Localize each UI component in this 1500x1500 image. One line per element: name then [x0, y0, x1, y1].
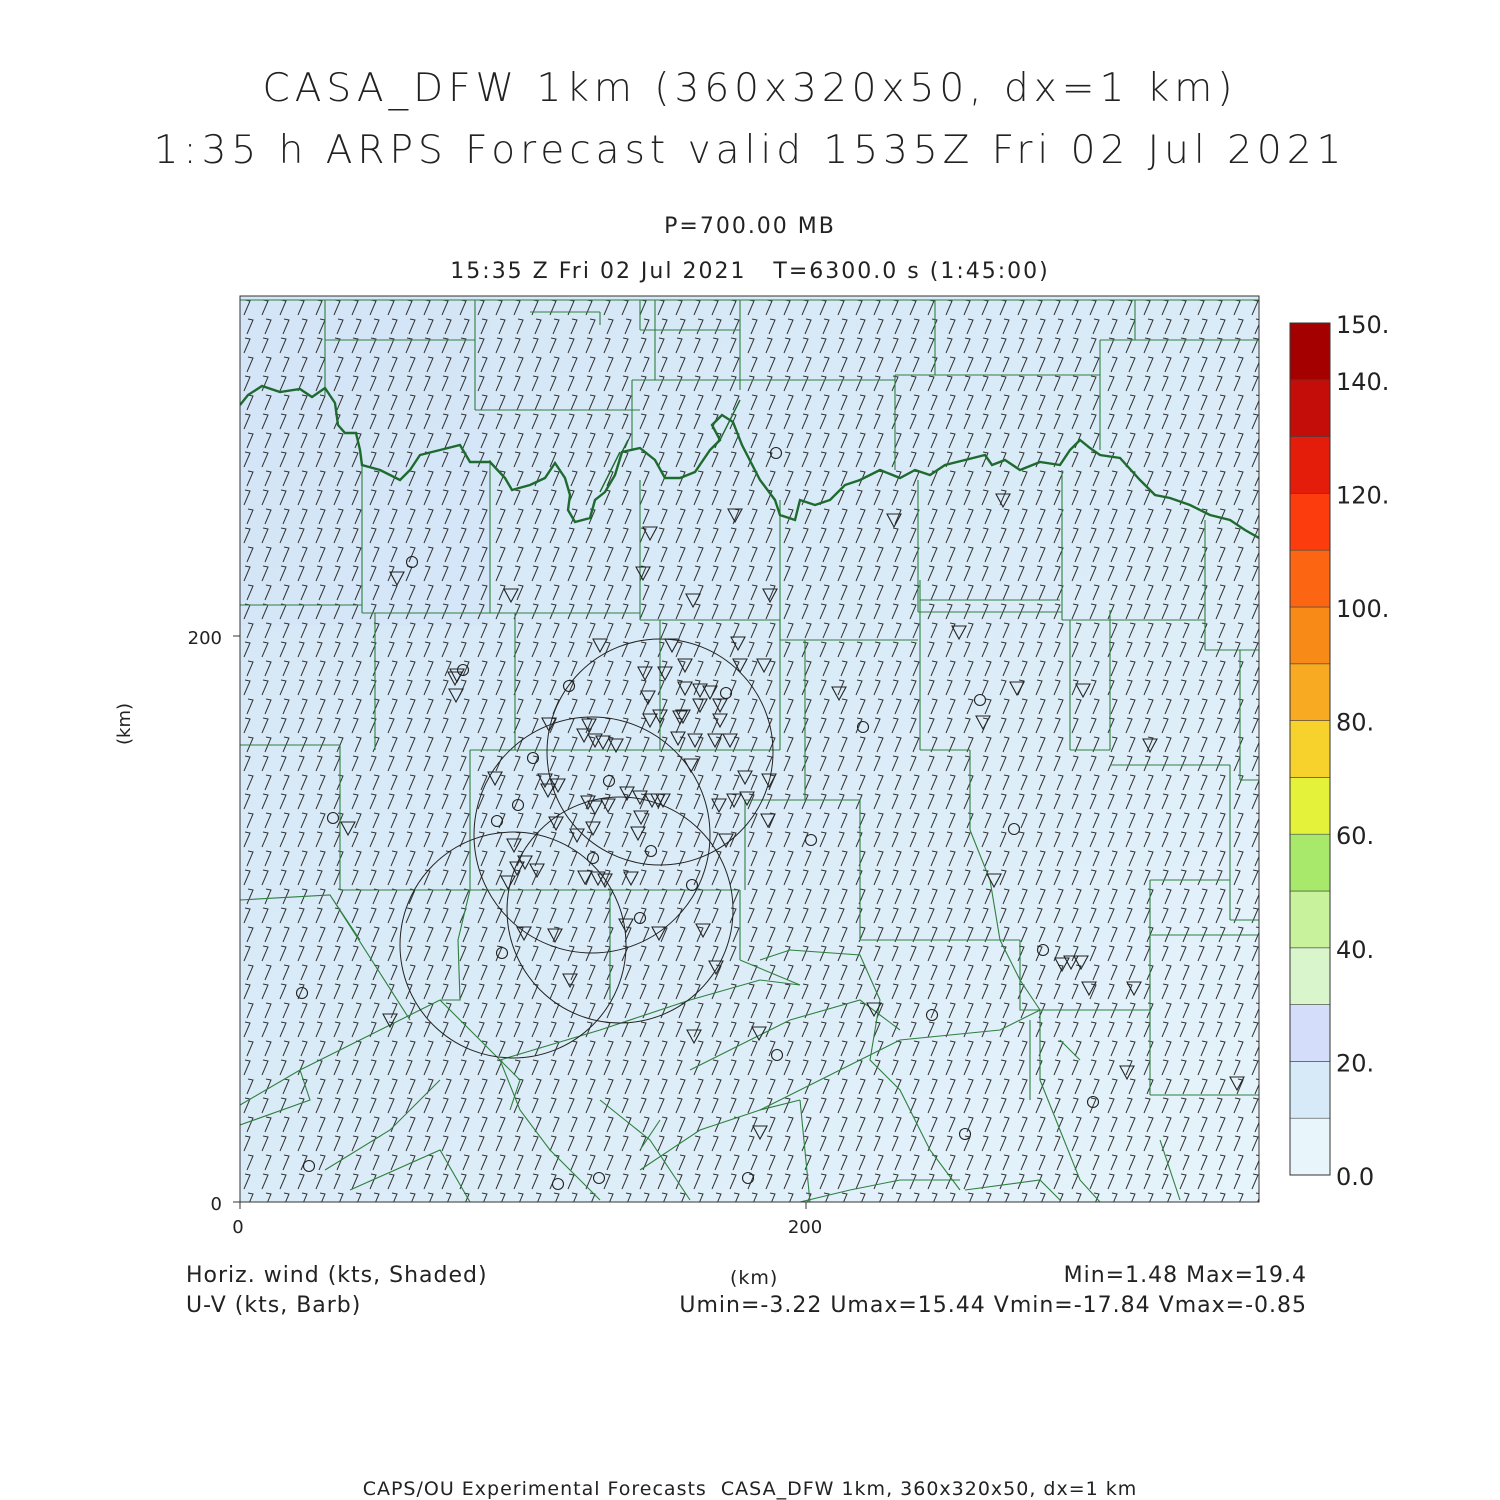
footer-credit: CAPS/OU Experimental Forecasts CASA_DFW 1km, 360x320x50, dx=1 km [362, 1478, 1138, 1500]
color-bar-segment [1290, 891, 1330, 948]
color-bar-label: 100. [1336, 595, 1390, 623]
color-bar-label: 80. [1336, 708, 1375, 737]
color-bar-segment [1290, 1061, 1330, 1118]
valid-time-line: 15:35 Z Fri 02 Jul 2021 T=6300.0 s (1:45:00) [450, 259, 1050, 284]
pressure-level: P=700.00 MB [664, 214, 836, 239]
color-bar-segment [1290, 437, 1330, 494]
shaded-variable-label: Horiz. wind (kts, Shaded) [186, 1263, 488, 1288]
color-bar-segment [1290, 834, 1330, 891]
x-axis-units: (km) [730, 1267, 779, 1289]
color-bar-label: 120. [1336, 481, 1390, 510]
color-bar-segment [1290, 493, 1330, 550]
barb-variable-label: U-V (kts, Barb) [186, 1293, 362, 1318]
color-bar-segment [1290, 664, 1330, 721]
color-bar-segment [1290, 948, 1330, 1005]
color-bar-segment [1290, 1118, 1330, 1175]
color-bar-label: 20. [1336, 1049, 1375, 1078]
color-bar-segment [1290, 550, 1330, 607]
uv-stats-label: Umin=-3.22 Umax=15.44 Vmin=-17.84 Vmax=-0.85 [679, 1293, 1307, 1318]
color-bar-label: 150. [1336, 311, 1390, 339]
title-line-1: CASA_DFW 1km (360x320x50, dx=1 km) [262, 66, 1238, 111]
color-bar-label: 40. [1336, 935, 1375, 964]
x-tick-label-0: 0 [232, 1217, 244, 1238]
y-axis-units: (km) [114, 702, 135, 745]
color-bar-segment [1290, 777, 1330, 834]
color-bar-segment [1290, 380, 1330, 437]
min-max-label: Min=1.48 Max=19.4 [1063, 1263, 1307, 1288]
y-tick-label-0: 0 [210, 1194, 222, 1215]
color-bar-segment [1290, 721, 1330, 778]
y-tick-label-200: 200 [187, 628, 222, 649]
wind-speed-shading-stronger-area [240, 296, 490, 626]
color-bar-label: 0.0 [1336, 1163, 1375, 1191]
title-line-2: 1:35 h ARPS Forecast valid 1535Z Fri 02 Jul 2021 [153, 128, 1347, 173]
color-bar-label: 60. [1336, 822, 1375, 851]
color-bar-segment [1290, 323, 1330, 380]
x-tick-label-200: 200 [787, 1217, 823, 1238]
color-bar-segment [1290, 607, 1330, 664]
color-bar-label: 140. [1336, 367, 1390, 396]
color-bar-segment [1290, 1005, 1330, 1062]
color-bar [1290, 311, 1389, 1191]
